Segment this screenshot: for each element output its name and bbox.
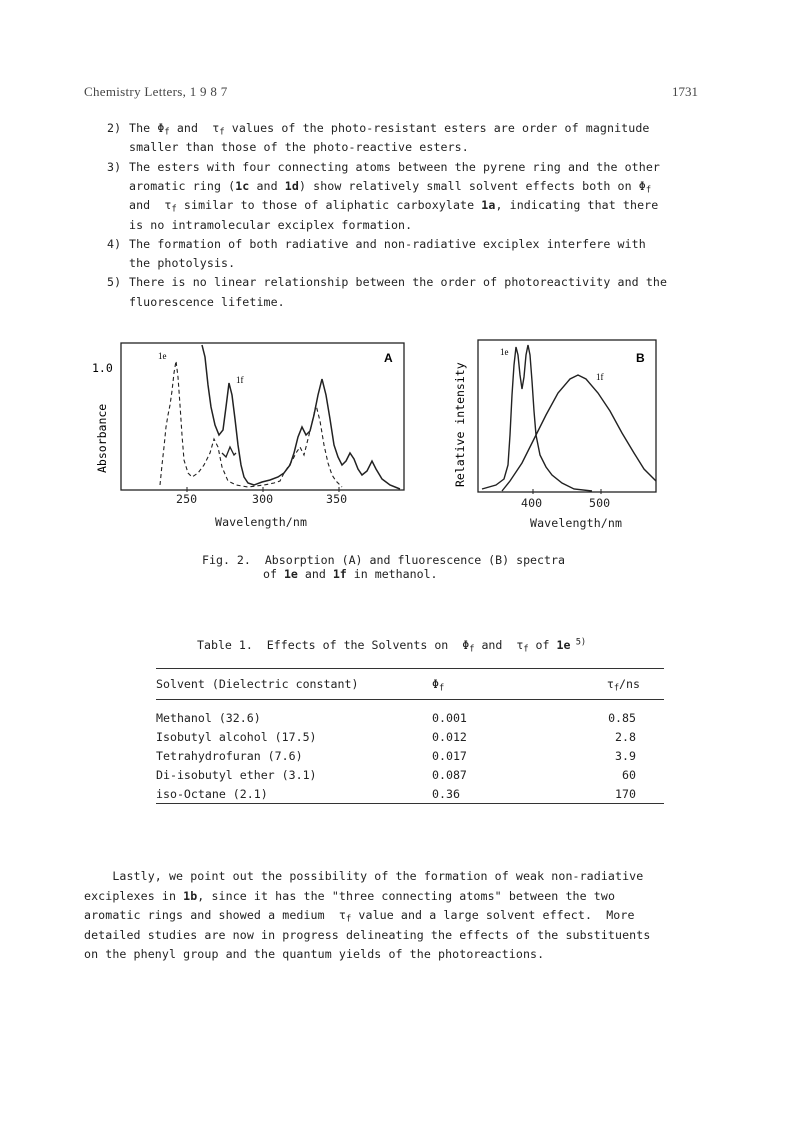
list-item-line: The esters with four connecting atoms between the pyrene ring and the other: [129, 159, 661, 174]
panel-b-xtick-400: 400: [521, 496, 543, 510]
cell-tau: 3.9: [615, 748, 636, 763]
solvent-effects-table: [156, 668, 664, 804]
list-item-number: 3): [107, 159, 122, 174]
panel-b-frame: [478, 340, 656, 492]
header-solvent: Solvent (Dielectric constant): [156, 669, 432, 700]
list-item-number: 4): [107, 236, 122, 251]
cell-tau: 0.85: [608, 710, 636, 725]
figure-caption-line2: of 1e and 1f in methanol.: [263, 567, 438, 581]
panel-a-y-tick: 1.0: [92, 361, 113, 375]
panel-b-curve-1e: [482, 345, 592, 491]
header-tau: $\tau_f/ns$: [552, 669, 664, 700]
list-item-line: fluorescence lifetime.: [129, 294, 285, 309]
panel-b-label-1e: 1e: [500, 347, 509, 357]
panel-b-xlabel: Wavelength/nm: [530, 516, 623, 530]
table-row: [156, 784, 664, 804]
table-body: [156, 708, 664, 804]
cell-tau: 2.8: [615, 729, 636, 744]
paragraph-line: Lastly, we point out the possibility of the formation of weak non-radiative: [84, 869, 644, 883]
panel-b-curve-1f: [502, 375, 656, 491]
list-item-line: The $\Phi_f$ and $\tau_f$ values of the photo-resistant esters are order of magnitude: [129, 121, 650, 138]
panel-a-label-1e: 1e: [158, 351, 167, 361]
list-item-line: the photolysis.: [129, 256, 236, 271]
cell-tau: 60: [622, 767, 636, 782]
panel-b-xtick-500: 500: [589, 496, 611, 510]
list-item-line: and $\tau_f$ similar to those of aliphatic carboxylate 1a, indicating that there: [129, 198, 659, 215]
cell-phi: 0.36: [432, 784, 552, 804]
cell-phi: 0.012: [432, 729, 467, 744]
list-item-line: The formation of both radiative and non-radiative exciplex interfere with: [129, 236, 646, 251]
cell-solvent: iso-Octane (2.1): [156, 784, 432, 804]
panel-a-label-1f: 1f: [236, 375, 244, 385]
panel-a-xlabel: Wavelength/nm: [215, 515, 308, 529]
panel-a-frame: [121, 343, 404, 490]
panel-a-xtick-300: 300: [252, 492, 274, 506]
figure-panel-b: [452, 335, 672, 495]
panel-a-curve-1e: [160, 361, 342, 487]
cell-tau: 170: [552, 784, 664, 804]
figure-caption-line1: Fig. 2. Absorption (A) and fluorescence (B) spectra: [202, 553, 565, 567]
panel-b-letter: B: [636, 351, 645, 365]
cell-phi: 0.017: [432, 748, 467, 763]
paragraph-line: aromatic rings and showed a medium $\tau_f$ value and a large solvent effect. More: [84, 908, 635, 925]
cell-phi: 0.087: [432, 767, 467, 782]
journal-header: Chemistry Letters, 1 9 8 7: [84, 84, 228, 99]
panel-b-ylabel: Relative intensity: [453, 362, 467, 487]
table-row: [156, 746, 664, 765]
panel-a-curve-1f: [202, 345, 400, 489]
table-header-row: [156, 669, 664, 700]
table-row: [156, 765, 664, 784]
panel-a-xtick-250: 250: [176, 492, 198, 506]
table-row: [156, 708, 664, 727]
header-phi: $\Phi_f$: [432, 669, 552, 700]
list-item-number: 5): [107, 275, 122, 290]
cell-solvent: Tetrahydrofuran (7.6): [156, 748, 303, 763]
panel-a-xtick-350: 350: [326, 492, 348, 506]
paragraph-line: exciplexes in 1b, since it has the "three connecting atoms" between the two: [84, 888, 616, 903]
page-number: 1731: [672, 84, 698, 99]
paragraph-line: detailed studies are now in progress delineating the effects of the substituents: [84, 927, 651, 942]
list-item-line: is no intramolecular exciplex formation.: [129, 217, 413, 232]
panel-a-letter: A: [384, 351, 393, 365]
panel-a-curve-1f-shoulder: [222, 447, 236, 457]
table-row: [156, 727, 664, 746]
list-item-number: 2): [107, 121, 122, 135]
list-item-line: aromatic ring (1c and 1d) show relatively small solvent effects both on $\Phi_f$: [129, 178, 652, 196]
cell-solvent: Di-isobutyl ether (3.1): [156, 767, 317, 782]
cell-solvent: Methanol (32.6): [156, 710, 261, 725]
cell-solvent: Isobutyl alcohol (17.5): [156, 729, 317, 744]
list-item-line: There is no linear relationship between the order of photoreactivity and the: [129, 275, 668, 290]
panel-a-ylabel: Absorbance: [95, 403, 109, 473]
cell-phi: 0.001: [432, 710, 467, 725]
list-item-line: smaller than those of the photo-reactive esters.: [129, 140, 469, 155]
panel-b-label-1f: 1f: [596, 372, 604, 382]
paragraph-line: on the phenyl group and the quantum yields of the photoreactions.: [84, 947, 545, 962]
table-title: Table 1. Effects of the Solvents on $\Phi_f$ and $\tau_f$ of 1e $^{5)}$: [197, 637, 587, 655]
figure-panel-a: [84, 335, 414, 495]
